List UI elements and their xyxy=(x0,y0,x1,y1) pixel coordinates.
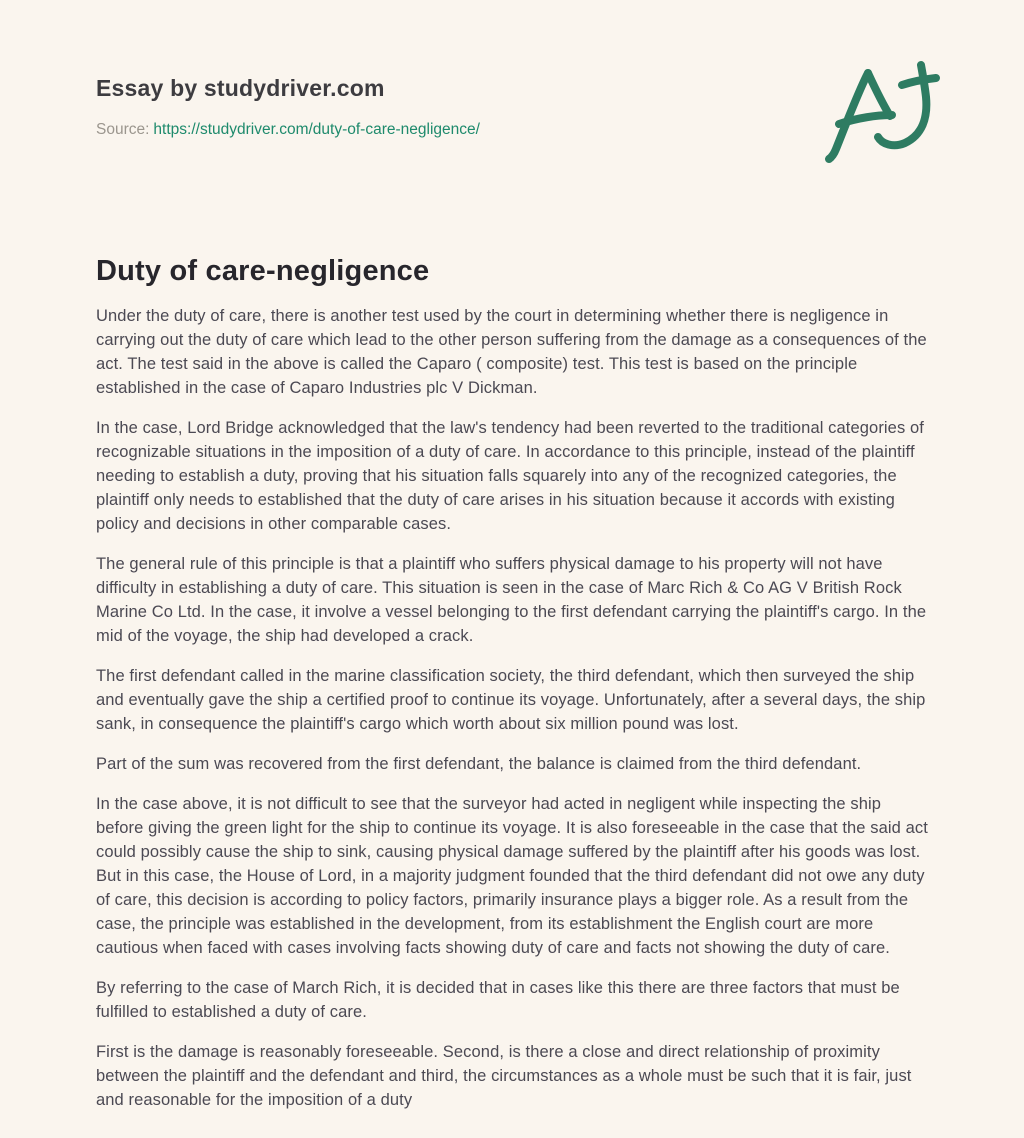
essay-paragraph: The first defendant called in the marine classification society, the third defendant, which then surveyed the ship and eventually gave the ship a certified proof to continue its voyage. Unfortunately, after a several days, the ship sank, in consequence the plaintiff's cargo which worth about six million pound was lost. xyxy=(96,667,926,733)
source-label: Source: xyxy=(96,121,150,138)
essay-paragraph: By referring to the case of March Rich, it is decided that in cases like this there are three factors that must be fulfilled to established a duty of care. xyxy=(96,979,900,1021)
site-header-title: Essay by studydriver.com xyxy=(96,75,385,101)
essay-paragraph: In the case above, it is not difficult to see that the surveyor had acted in negligent while inspecting the ship before giving the green light for the ship to continue its voyage. It is also foreseeable in the case that the said act could possibly cause the ship to sink, causing physical damage suffered by the plaintiff after his goods was lost. But in this case, the House of Lord, in a majority judgment founded that the third defendant did not owe any duty of care, this decision is according to policy factors, primarily insurance plays a bigger role. As a result from the case, the principle was established in the development, from its establishment the English court are more cautious when faced with cases involving facts showing duty of care and facts not showing the duty of care. xyxy=(96,795,928,957)
essay-paragraph: The general rule of this principle is that a plaintiff who suffers physical damage to his property will not have difficulty in establishing a duty of care. This situation is seen in the case of Marc Rich & Co AG V British Rock Marine Co Ltd. In the case, it involve a vessel belonging to the first defendant carrying the plaintiff's cargo. In the mid of the voyage, the ship had developed a crack. xyxy=(96,555,927,645)
essay-paragraph: Under the duty of care, there is another test used by the court in determining whether there is negligence in carrying out the duty of care which lead to the other person suffering from the damage as a consequences of the act. The test said in the above is called the Caparo ( composite) test. This test is based on the principle established in the case of Caparo Industries plc V Dickman. xyxy=(96,307,927,397)
essay-title: Duty of care-negligence xyxy=(96,255,430,287)
source-url-link[interactable]: https://studydriver.com/duty-of-care-negligence/ xyxy=(153,121,480,138)
essay-paragraph: Part of the sum was recovered from the first defendant, the balance is claimed from the third defendant. xyxy=(96,755,862,773)
essay-paragraph: First is the damage is reasonably foreseeable. Second, is there a close and direct relationship of proximity between the plaintiff and the defendant and third, the circumstances as a whole must be such that it is fair, just and reasonable for the imposition of a duty xyxy=(96,1043,912,1109)
document-header xyxy=(96,74,928,140)
essay-body xyxy=(96,304,928,1112)
source-line xyxy=(96,119,928,140)
studydriver-a-plus-logo-icon xyxy=(822,58,942,168)
essay-paragraph: In the case, Lord Bridge acknowledged that the law's tendency had been reverted to the traditional categories of recognizable situations in the imposition of a duty of care. In accordance to this principle, instead of the plaintiff needing to establish a duty, proving that his situation falls squarely into any of the recognized categories, the plaintiff only needs to established that the duty of care arises in his situation because it accords with existing policy and decisions in other comparable cases. xyxy=(96,419,924,533)
